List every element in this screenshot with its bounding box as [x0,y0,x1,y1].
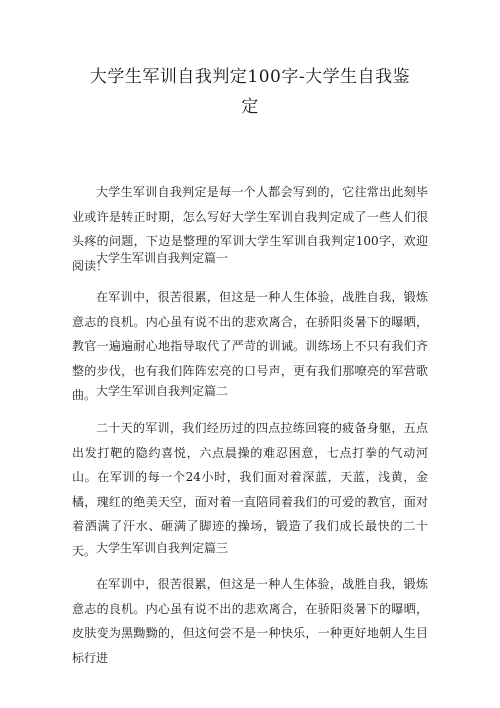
section-2-heading: 大学生军训自我判定篇二 [96,384,229,398]
section-3-heading: 大学生军训自我判定篇三 [96,541,229,555]
section-2-text: 二十天的军训，我们经历过的四点拉练回寝的疲备身躯，五点出发打靶的隐约喜悦，六点晨操的难忍困意，七点打拳的气动河山。在军训的每一个24小时，我们面对着深蓝，天蓝，浅黄，金橘，瑰红的绝美天空，面对着一直陪同着我们的可爱的教官，面对着洒满了汗水、砸满了脚迹的操场，锻造了我们成长最快的二十天。 [72,421,428,558]
section-3-text: 在军训中，很苦很累，但这是一种人生体验，战胜自我，锻炼意志的良机。内心虽有说不出的悲欢离合，在骄阳炎暑下的曝晒，皮肤变为黑黝黝的，但这何尝不是一种快乐，一种更好地朝人生目标行进 [72,577,428,665]
section-1-text: 在军训中，很苦很累，但这是一种人生体验，战胜自我，锻炼意志的良机。内心虽有说不出的悲欢离合，在骄阳炎暑下的曝晒，教官一遍遍耐心地指导取代了严苛的训诫。训练场上不只有我们齐整的步伐，也有我们阵阵宏亮的口号声，更有我们那嘹亮的军营歌曲。 [72,290,428,402]
title-line-2: 定 [241,97,259,117]
section-3-body [72,572,428,670]
intro-text: 大学生军训自我判定是每一个人都会写到的，它往常出此刻毕业或许是转正时期，怎么写好大学生军训自我判定成了一些人们很头疼的问题，下边是整理的军训大学生军训自我判定100字，欢迎阅读！ [72,185,428,273]
section-1-heading: 大学生军训自我判定篇一 [96,251,229,265]
title-line-1: 大学生军训自我判定100字-大学生自我鉴 [89,67,411,87]
document-title [60,62,440,122]
